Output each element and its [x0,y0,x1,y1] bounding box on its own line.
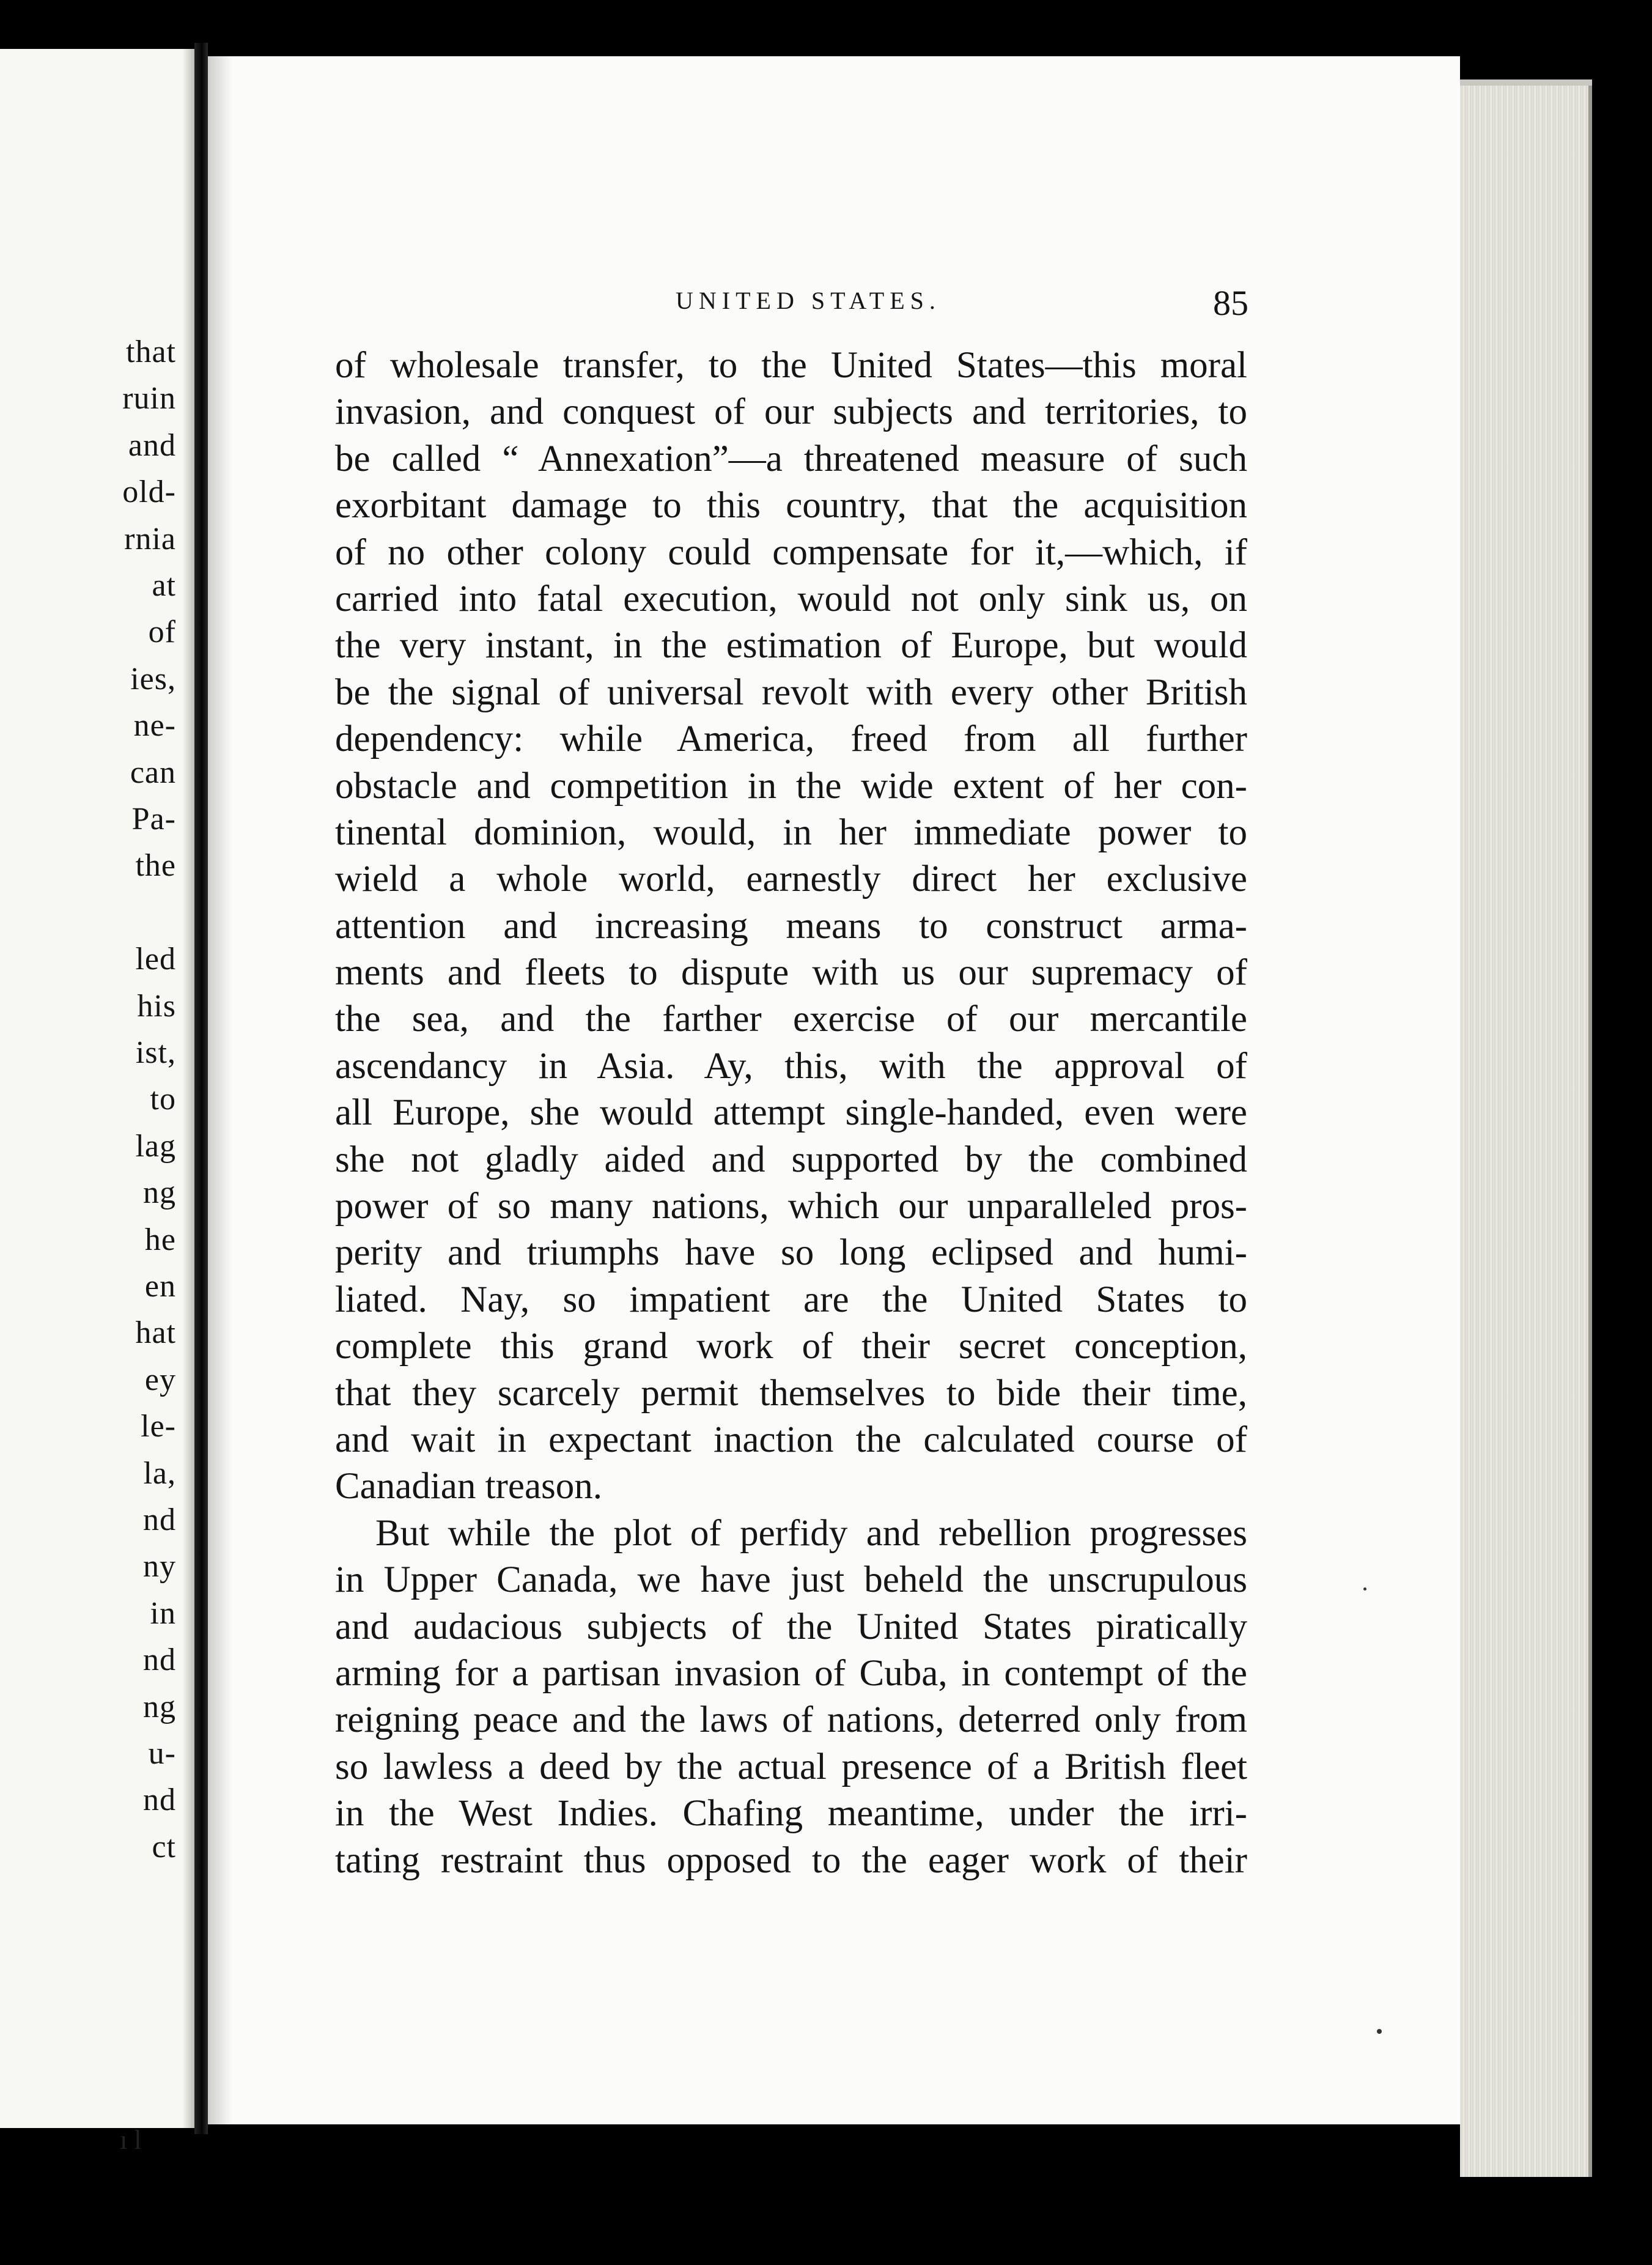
page-stack-fore-edge [1460,86,1592,2177]
text-line: and audacious subjects of the United States piratically [335,1606,1247,1647]
facing-page-line: Pa- [131,802,176,837]
text-line: obstacle and competition in the wide extent of her con- [335,765,1247,807]
text-line: all Europe, she would attempt single-handed, even were [335,1092,1247,1134]
text-line: attention and increasing means to construct arma- [335,905,1247,947]
facing-page-line: ct [152,1829,176,1864]
text-line: and wait in expectant inaction the calculated course of [335,1419,1247,1460]
text-line: tating restraint thus opposed to the eager work of their [335,1839,1247,1881]
facing-page-line: he [144,1222,176,1257]
body-text [335,342,1247,1884]
page-shadow [208,56,232,2124]
text-line: tinental dominion, would, in her immediate power to [335,811,1247,853]
facing-page-line: u- [148,1736,176,1771]
facing-page-line: le- [141,1409,176,1444]
facing-page-line: nd [143,1783,176,1818]
facing-page-line: ng [143,1689,176,1724]
facing-page-line: to [150,1082,176,1117]
text-line: be called “ Annexation”—a threatened measure of such [335,438,1247,479]
text-line: that they scarcely permit themselves to bide their time, [335,1372,1247,1414]
facing-page-line: rnia [124,521,176,556]
facing-page-line: the [135,848,176,884]
facing-page-line: lag [135,1128,176,1164]
facing-page-line: in [150,1595,176,1631]
paper-speck [1363,1587,1366,1591]
facing-page-line: la, [143,1455,176,1491]
text-line: the very instant, in the estimation of Europe, but would [335,625,1247,667]
text-line: so lawless a deed by the actual presence of a British fleet [335,1746,1247,1787]
page-gutter [183,49,194,2128]
paper-speck [1377,2029,1382,2034]
facing-page-line: hat [135,1315,176,1351]
running-head: UNITED STATES. [676,287,941,314]
text-line: reigning peace and the laws of nations, deterred only from [335,1699,1247,1741]
facing-page-line: ist, [135,1035,176,1070]
text-line: perity and triumphs have so long eclipsed and humi- [335,1232,1247,1274]
facing-page-line: ey [144,1362,176,1397]
text-line: carried into fatal execution, would not only sink us, on [335,578,1247,619]
facing-page-line: ny [143,1549,176,1584]
facing-page-left [0,49,194,2128]
text-line: complete this grand work of their secret conception, [335,1326,1247,1367]
facing-page-line: ng [143,1175,176,1211]
text-line: ments and fleets to dispute with us our supremacy of [335,952,1247,994]
facing-page-line: his [137,988,176,1024]
facing-page-line: and [128,427,176,463]
gutter-mark: ı l [120,2125,142,2155]
book-spine-edge [194,43,208,2134]
paragraph-start: But while the plot of perfidy and rebellion progresses [375,1512,1247,1554]
facing-page-line: at [152,568,176,603]
text-line: she not gladly aided and supported by the combined [335,1139,1247,1180]
text-line: be the signal of universal revolt with every other British [335,671,1247,713]
facing-page-line: ies, [130,661,176,696]
facing-page-line: nd [143,1502,176,1537]
text-line: exorbitant damage to this country, that the acquisition [335,485,1247,527]
facing-page-line: en [144,1269,176,1304]
text-line: of no other colony could compensate for it,—which, if [335,531,1247,573]
text-line: ascendancy in Asia. Ay, this, with the approval of [335,1045,1247,1087]
text-line: power of so many nations, which our unparalleled pros- [335,1186,1247,1227]
page-number: 85 [1213,283,1248,323]
facing-page-line: old- [122,475,176,510]
text-line: the sea, and the farther exercise of our mercantile [335,999,1247,1040]
text-line: in Upper Canada, we have just beheld the unscrupulous [335,1559,1247,1601]
facing-page-line: can [130,755,176,790]
text-line: invasion, and conquest of our subjects and territories, to [335,391,1247,433]
text-line: liated. Nay, so impatient are the United States to [335,1279,1247,1320]
facing-page-line: ruin [122,381,176,416]
text-line: Canadian treason. [335,1466,603,1507]
text-line: dependency: while America, freed from all further [335,719,1247,760]
text-line: arming for a partisan invasion of Cuba, in contempt of the [335,1652,1247,1694]
facing-page-line: ne- [133,708,176,744]
facing-page-line: of [148,615,176,650]
text-line: wield a whole world, earnestly direct her exclusive [335,859,1247,900]
facing-page-line: led [135,942,176,977]
facing-page-line: nd [143,1642,176,1678]
text-line: in the West Indies. Chafing meantime, under the irri- [335,1793,1247,1835]
text-line: of wholesale transfer, to the United States—this moral [335,345,1247,386]
facing-page-line: that [126,334,176,369]
